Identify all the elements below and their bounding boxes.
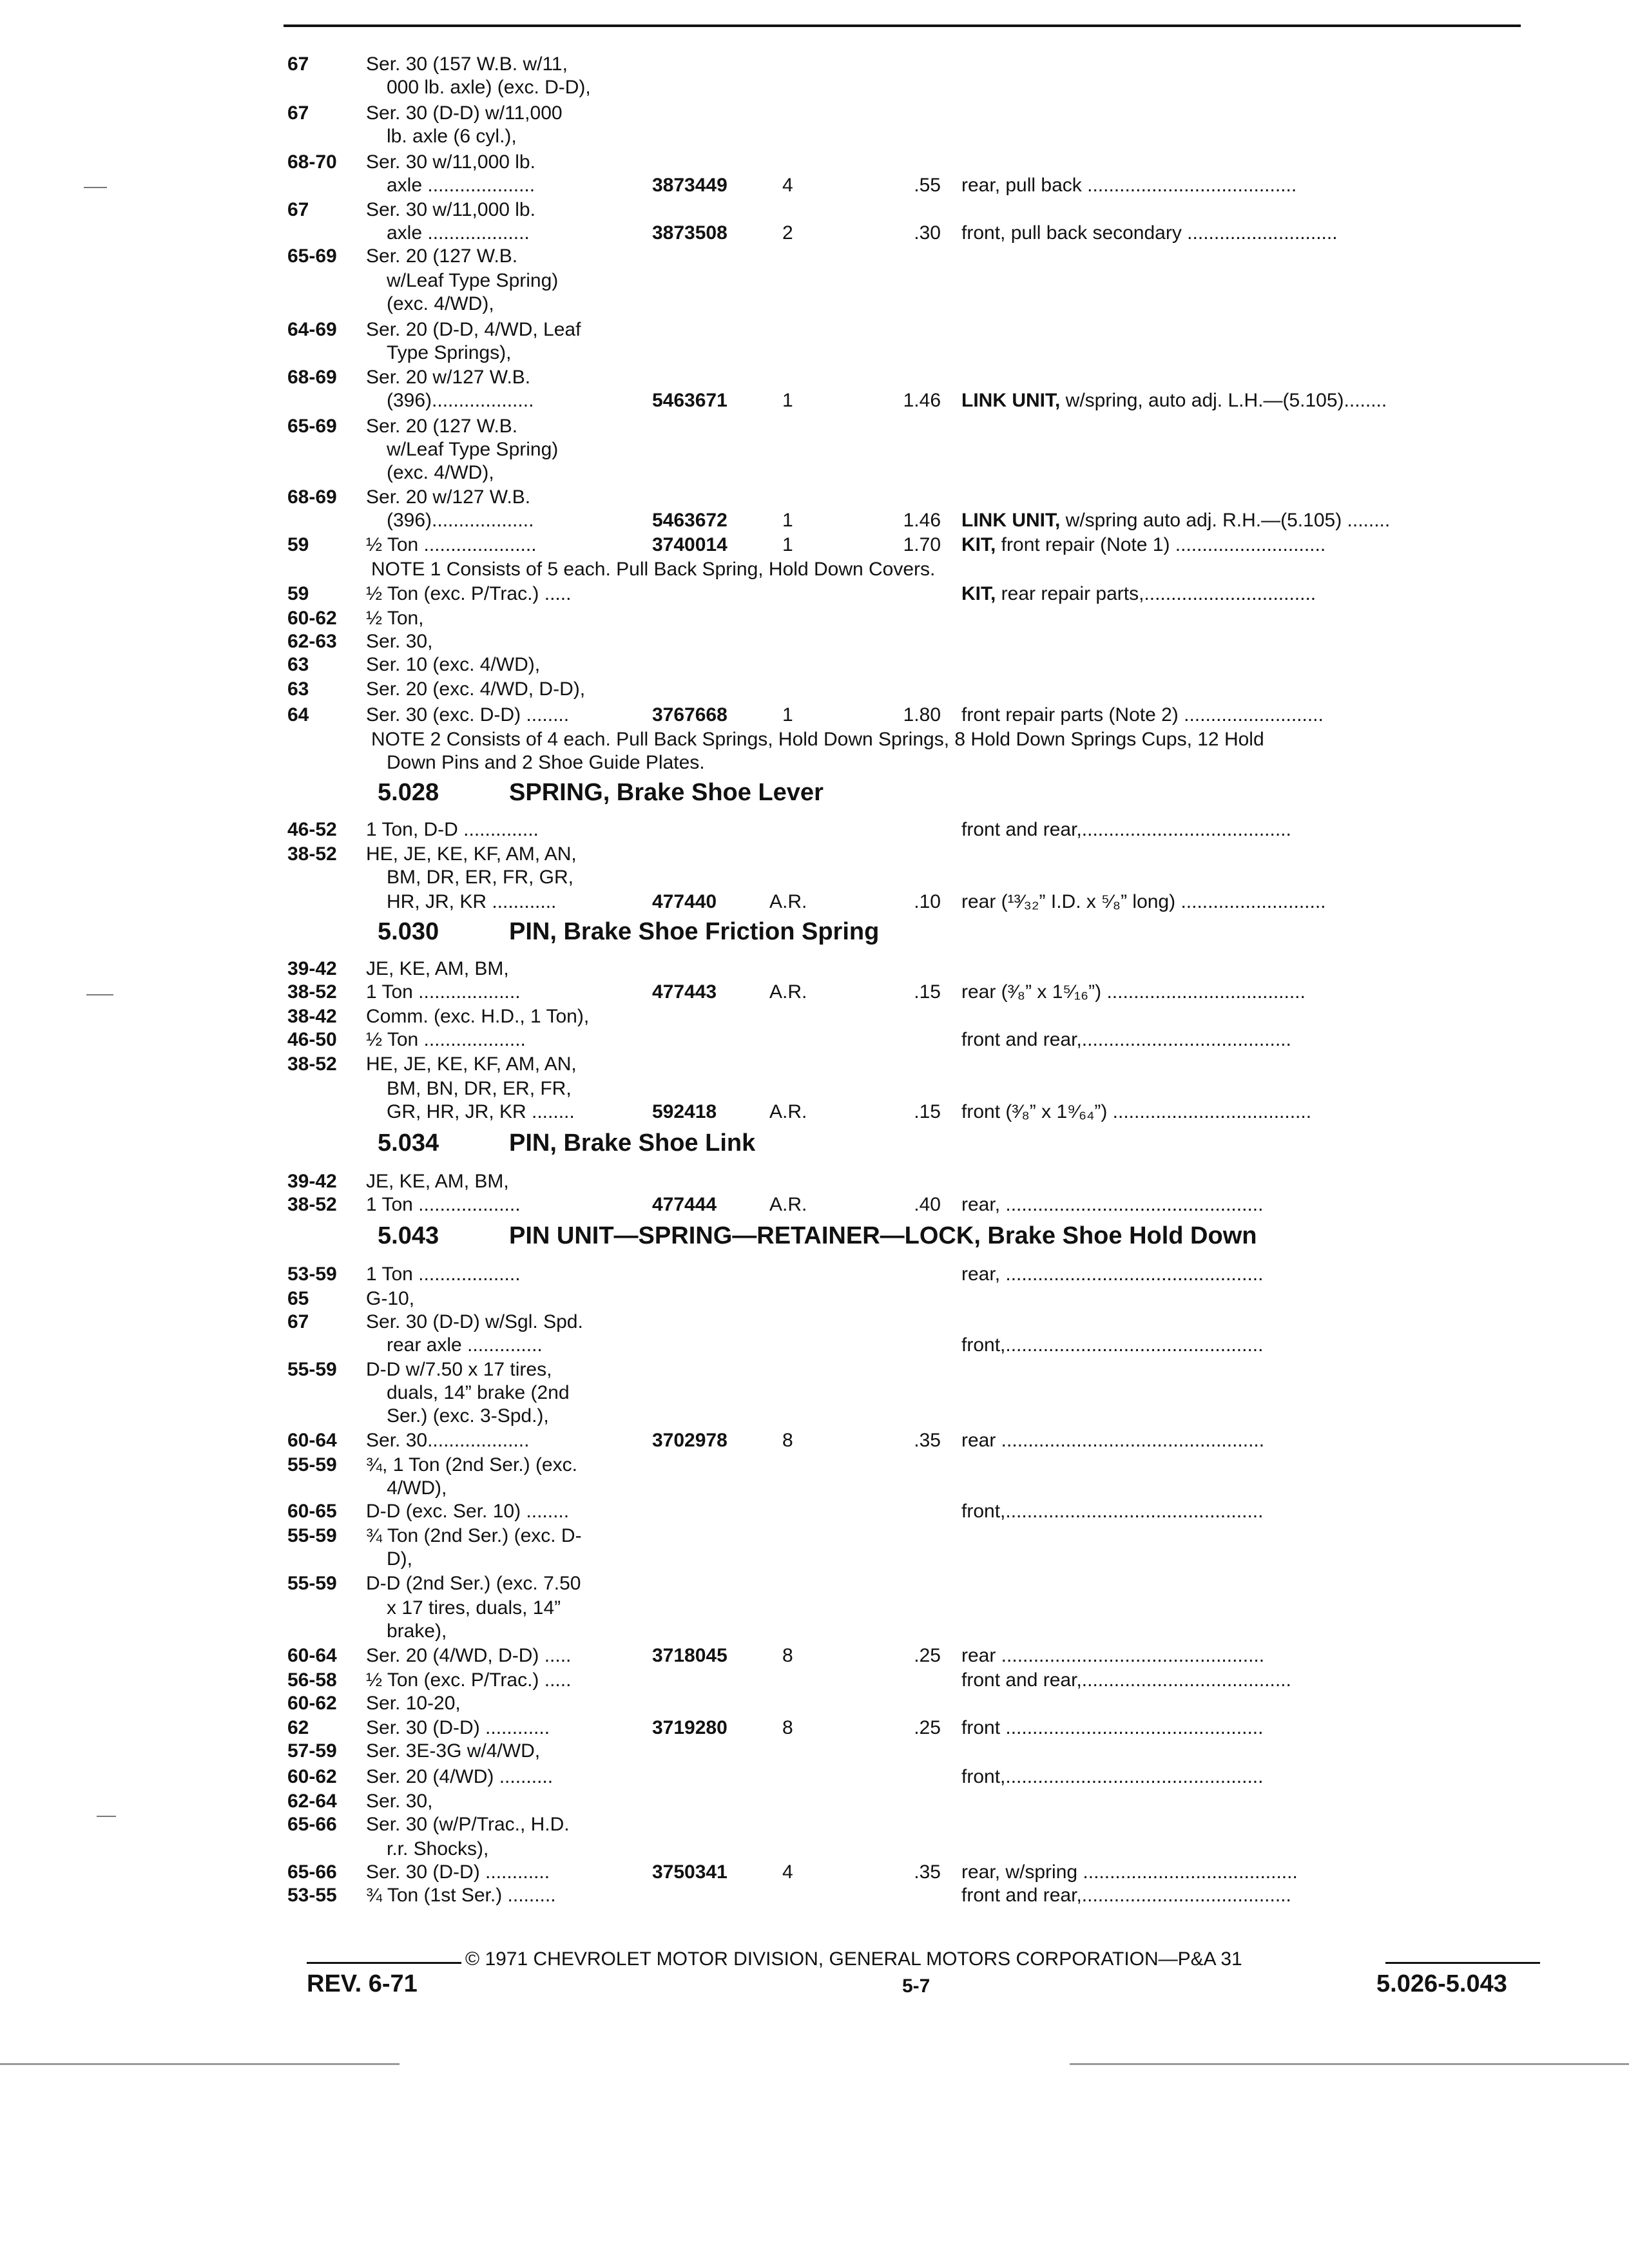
application: 1 Ton ...................: [366, 1194, 521, 1215]
application: (exc. 4/WD),: [387, 462, 494, 483]
application: ½ Ton ...................: [366, 1029, 526, 1050]
part-number: 477440: [652, 891, 717, 912]
price: .55: [914, 175, 941, 196]
description-text: rear, ................................................: [961, 1264, 1264, 1285]
application: 1 Ton, D-D ..............: [366, 819, 539, 840]
model-years: 55-59: [287, 1454, 337, 1475]
description: [961, 1861, 1298, 1884]
section-title: PIN, Brake Shoe Friction Spring: [509, 918, 880, 945]
description-text: w/spring auto adj. R.H.—(5.105) ........: [1060, 510, 1391, 531]
description-text: front repair (Note 1) ............................: [996, 534, 1326, 555]
description-text: front repair parts (Note 2) ..........................: [961, 704, 1324, 726]
quantity: 2: [782, 222, 793, 244]
model-years: 62-63: [287, 631, 337, 652]
part-number: 5463672: [652, 510, 728, 531]
application: JE, KE, AM, BM,: [366, 1171, 509, 1192]
quantity: 4: [782, 175, 793, 196]
part-number: 3719280: [652, 1717, 728, 1738]
model-years: 67: [287, 102, 309, 124]
application: r.r. Shocks),: [387, 1838, 489, 1860]
model-years: 38-52: [287, 1053, 337, 1075]
model-years: 60-62: [287, 1693, 337, 1714]
quantity: 1: [782, 510, 793, 531]
description: [961, 1100, 1311, 1124]
application: HE, JE, KE, KF, AM, AN,: [366, 1053, 577, 1075]
margin-mark: [84, 187, 107, 188]
model-years: 68-69: [287, 486, 337, 508]
description-text: rear, w/spring ........................................: [961, 1861, 1298, 1883]
description-text: front ................................................: [961, 1717, 1264, 1738]
quantity: 1: [782, 390, 793, 411]
section-number: 5.028: [378, 779, 439, 806]
revision-label: REV. 6-71: [307, 1970, 418, 1997]
application: Type Springs),: [387, 342, 512, 363]
section-title: SPRING, Brake Shoe Lever: [509, 779, 824, 806]
description: [961, 890, 1326, 914]
model-years: 53-55: [287, 1885, 337, 1906]
application: Ser. 30 (D-D) w/Sgl. Spd.: [366, 1311, 583, 1332]
description: [961, 704, 1324, 727]
application: Ser. 30,: [366, 1791, 433, 1812]
description-text: front,................................................: [961, 1334, 1264, 1356]
model-years: 64-69: [287, 319, 337, 340]
application: Ser. 30...................: [366, 1430, 530, 1451]
application: w/Leaf Type Spring): [387, 439, 559, 460]
model-years: 62-64: [287, 1791, 337, 1812]
quantity: 1: [782, 704, 793, 726]
application: Ser. 30,: [366, 631, 433, 652]
price: .30: [914, 222, 941, 244]
application: (396)...................: [387, 390, 534, 411]
application: Comm. (exc. H.D., 1 Ton),: [366, 1006, 590, 1027]
description: [961, 1716, 1263, 1740]
part-number: 3718045: [652, 1645, 728, 1666]
description: [961, 818, 1291, 841]
price: 1.70: [903, 534, 941, 555]
part-number: 3702978: [652, 1430, 728, 1451]
application: 000 lb. axle) (exc. D-D),: [387, 77, 591, 98]
model-years: 39-42: [287, 958, 337, 979]
description: [961, 1644, 1264, 1667]
model-years: 55-59: [287, 1573, 337, 1594]
price: .25: [914, 1645, 941, 1666]
model-years: 67: [287, 199, 309, 220]
model-years: 68-69: [287, 367, 337, 388]
description-text: rear, ................................................: [961, 1194, 1264, 1215]
page-number: 5-7: [902, 1975, 930, 1997]
application: Ser. 30 (w/P/Trac., H.D.: [366, 1814, 570, 1835]
model-years: 56-58: [287, 1669, 337, 1691]
model-years: 46-50: [287, 1029, 337, 1050]
model-years: 65-66: [287, 1814, 337, 1835]
footer-rule-right: [1385, 1962, 1540, 1964]
application: ½ Ton,: [366, 608, 424, 629]
part-number: 477443: [652, 981, 717, 1003]
part-number: 5463671: [652, 390, 728, 411]
model-years: 55-59: [287, 1359, 337, 1380]
application: Ser. 30 (157 W.B. w/11,: [366, 53, 568, 75]
margin-mark: [86, 994, 113, 995]
margin-mark: [0, 2063, 400, 2065]
part-number: 3873449: [652, 175, 728, 196]
price: .35: [914, 1861, 941, 1883]
application: BM, BN, DR, ER, FR,: [387, 1078, 572, 1099]
note-text: NOTE 1 Consists of 5 each. Pull Back Spring, Hold Down Covers.: [371, 559, 936, 580]
description-text: front,................................................: [961, 1766, 1264, 1787]
application: D-D w/7.50 x 17 tires,: [366, 1359, 552, 1380]
description-text: rear .................................................: [961, 1645, 1265, 1666]
note-text: Down Pins and 2 Shoe Guide Plates.: [387, 752, 705, 773]
description: [961, 582, 1316, 606]
price: .15: [914, 981, 941, 1003]
model-years: 67: [287, 53, 309, 75]
description-text: rear (³⁄₈” x 1⁵⁄₁₆”) .....................................: [961, 981, 1306, 1003]
application: Ser. 10-20,: [366, 1693, 461, 1714]
description-text: front,................................................: [961, 1501, 1264, 1522]
description: [961, 389, 1387, 412]
application: HE, JE, KE, KF, AM, AN,: [366, 843, 577, 865]
copyright-line: © 1971 CHEVROLET MOTOR DIVISION, GENERAL MOTORS CORPORATION—P&A 31: [465, 1948, 1242, 1970]
description-text: rear .................................................: [961, 1430, 1265, 1451]
quantity-ar: A.R.: [769, 1101, 807, 1122]
section-number: 5.043: [378, 1222, 439, 1249]
description-text: w/spring, auto adj. L.H.—(5.105)........: [1060, 390, 1387, 411]
description: [961, 1429, 1264, 1452]
model-years: 38-42: [287, 1006, 337, 1027]
price: 1.46: [903, 390, 941, 411]
description-text: front, pull back secondary ............................: [961, 222, 1338, 244]
application: JE, KE, AM, BM,: [366, 958, 509, 979]
application: ½ Ton (exc. P/Trac.) .....: [366, 1669, 572, 1691]
application: 1 Ton ...................: [366, 1264, 521, 1285]
quantity-ar: A.R.: [769, 981, 807, 1003]
model-years: 68-70: [287, 151, 337, 173]
price: 1.80: [903, 704, 941, 726]
description: [961, 174, 1296, 197]
application: axle ....................: [387, 175, 535, 196]
application: w/Leaf Type Spring): [387, 270, 559, 291]
application: (exc. 4/WD),: [387, 293, 494, 314]
model-years: 65-69: [287, 245, 337, 267]
description: [961, 222, 1338, 245]
application: Ser. 10 (exc. 4/WD),: [366, 654, 541, 675]
model-years: 60-65: [287, 1501, 337, 1522]
description: [961, 1500, 1263, 1523]
application: G-10,: [366, 1288, 415, 1309]
model-years: 55-59: [287, 1525, 337, 1546]
model-years: 59: [287, 583, 309, 604]
application: x 17 tires, duals, 14”: [387, 1597, 561, 1619]
description-keyword: KIT,: [961, 583, 996, 604]
price: .10: [914, 891, 941, 912]
application: Ser. 30 (D-D) ............: [366, 1861, 550, 1883]
quantity-ar: A.R.: [769, 891, 807, 912]
part-number: 592418: [652, 1101, 717, 1122]
description: [961, 1028, 1291, 1052]
description: [961, 1884, 1291, 1907]
application: Ser. 20 (4/WD) ..........: [366, 1766, 554, 1787]
application: (396)...................: [387, 510, 534, 531]
description: [961, 1334, 1263, 1357]
model-years: 65-69: [287, 416, 337, 437]
model-years: 39-42: [287, 1171, 337, 1192]
application: ½ Ton (exc. P/Trac.) .....: [366, 583, 572, 604]
application: Ser. 30 (D-D) ............: [366, 1717, 550, 1738]
application: BM, DR, ER, FR, GR,: [387, 867, 574, 888]
model-years: 46-52: [287, 819, 337, 840]
application: Ser. 20 (exc. 4/WD, D-D),: [366, 678, 586, 700]
section-title: PIN UNIT—SPRING—RETAINER—LOCK, Brake Shoe Hold Down: [509, 1222, 1257, 1249]
application: Ser. 20 (4/WD, D-D) .....: [366, 1645, 572, 1666]
quantity: 1: [782, 534, 793, 555]
model-years: 63: [287, 678, 309, 700]
description-text: front and rear,.......................................: [961, 1885, 1291, 1906]
application: axle ...................: [387, 222, 530, 244]
application: ¾, 1 Ton (2nd Ser.) (exc.: [366, 1454, 577, 1475]
model-years: 53-59: [287, 1264, 337, 1285]
model-years: 38-52: [287, 981, 337, 1003]
application: HR, JR, KR ............: [387, 891, 557, 912]
application: Ser. 3E-3G w/4/WD,: [366, 1740, 541, 1762]
price: .35: [914, 1430, 941, 1451]
section-number: 5.030: [378, 918, 439, 945]
model-years: 38-52: [287, 1194, 337, 1215]
model-years: 60-62: [287, 1766, 337, 1787]
application: Ser. 20 (127 W.B.: [366, 245, 518, 267]
quantity: 8: [782, 1430, 793, 1451]
application: D-D (2nd Ser.) (exc. 7.50: [366, 1573, 581, 1594]
description: [961, 1263, 1263, 1286]
application: duals, 14” brake (2nd: [387, 1382, 570, 1403]
model-years: 67: [287, 1311, 309, 1332]
application: Ser.) (exc. 3-Spd.),: [387, 1405, 549, 1427]
model-years: 63: [287, 654, 309, 675]
part-number: 3767668: [652, 704, 728, 726]
application: brake),: [387, 1620, 447, 1642]
application: D),: [387, 1548, 412, 1570]
description-text: front and rear,.......................................: [961, 819, 1291, 840]
model-years: 60-64: [287, 1645, 337, 1666]
description-text: front and rear,.......................................: [961, 1029, 1291, 1050]
note-text: NOTE 2 Consists of 4 each. Pull Back Springs, Hold Down Springs, 8 Hold Down Springs Cups, 12 Hold: [371, 729, 1264, 750]
application: lb. axle (6 cyl.),: [387, 126, 517, 147]
application: Ser. 30 w/11,000 lb.: [366, 199, 535, 220]
quantity: 8: [782, 1645, 793, 1666]
application: Ser. 20 (127 W.B.: [366, 416, 518, 437]
application: D-D (exc. Ser. 10) ........: [366, 1501, 570, 1522]
description: [961, 1669, 1291, 1692]
margin-mark: [1070, 2063, 1629, 2065]
margin-mark: [97, 1816, 116, 1817]
model-years: 64: [287, 704, 309, 726]
description: [961, 1765, 1263, 1789]
application: Ser. 20 w/127 W.B.: [366, 367, 531, 388]
price: .40: [914, 1194, 941, 1215]
description: [961, 981, 1306, 1004]
description: [961, 509, 1390, 532]
quantity: 8: [782, 1717, 793, 1738]
description-text: front and rear,.......................................: [961, 1669, 1291, 1691]
price: .25: [914, 1717, 941, 1738]
model-years: 60-64: [287, 1430, 337, 1451]
model-years: 38-52: [287, 843, 337, 865]
model-years: 57-59: [287, 1740, 337, 1762]
application: 4/WD),: [387, 1477, 447, 1499]
application: ¾ Ton (1st Ser.) .........: [366, 1885, 556, 1906]
part-number: 3873508: [652, 222, 728, 244]
application: 1 Ton ...................: [366, 981, 521, 1003]
description: [961, 1193, 1263, 1216]
model-years: 65: [287, 1288, 309, 1309]
application: GR, HR, JR, KR ........: [387, 1101, 575, 1122]
application: Ser. 20 w/127 W.B.: [366, 486, 531, 508]
model-years: 59: [287, 534, 309, 555]
model-years: 65-66: [287, 1861, 337, 1883]
part-number: 3740014: [652, 534, 728, 555]
application: Ser. 30 (exc. D-D) ........: [366, 704, 570, 726]
price: .15: [914, 1101, 941, 1122]
description: [961, 533, 1325, 557]
price: 1.46: [903, 510, 941, 531]
application: Ser. 30 (D-D) w/11,000: [366, 102, 563, 124]
section-title: PIN, Brake Shoe Link: [509, 1129, 756, 1157]
part-number: 477444: [652, 1194, 717, 1215]
model-years: 60-62: [287, 608, 337, 629]
footer-rule-left: [307, 1962, 461, 1964]
description-keyword: LINK UNIT,: [961, 510, 1061, 531]
application: rear axle ..............: [387, 1334, 543, 1356]
quantity-ar: A.R.: [769, 1194, 807, 1215]
description-keyword: KIT,: [961, 534, 996, 555]
model-years: 62: [287, 1717, 309, 1738]
description-text: rear (¹³⁄₃₂” I.D. x ⁵⁄₈” long) ...........................: [961, 891, 1326, 912]
description-text: rear repair parts,................................: [996, 583, 1316, 604]
application: ¾ Ton (2nd Ser.) (exc. D-: [366, 1525, 582, 1546]
description-text: front (³⁄₈” x 1⁹⁄₆₄”) .....................................: [961, 1101, 1312, 1122]
section-number: 5.034: [378, 1129, 439, 1157]
description-keyword: LINK UNIT,: [961, 390, 1061, 411]
quantity: 4: [782, 1861, 793, 1883]
section-range: 5.026-5.043: [1376, 1970, 1507, 1997]
part-number: 3750341: [652, 1861, 728, 1883]
application: Ser. 20 (D-D, 4/WD, Leaf: [366, 319, 581, 340]
top-rule: [284, 24, 1521, 27]
description-text: rear, pull back .......................................: [961, 175, 1297, 196]
application: ½ Ton .....................: [366, 534, 537, 555]
application: Ser. 30 w/11,000 lb.: [366, 151, 535, 173]
